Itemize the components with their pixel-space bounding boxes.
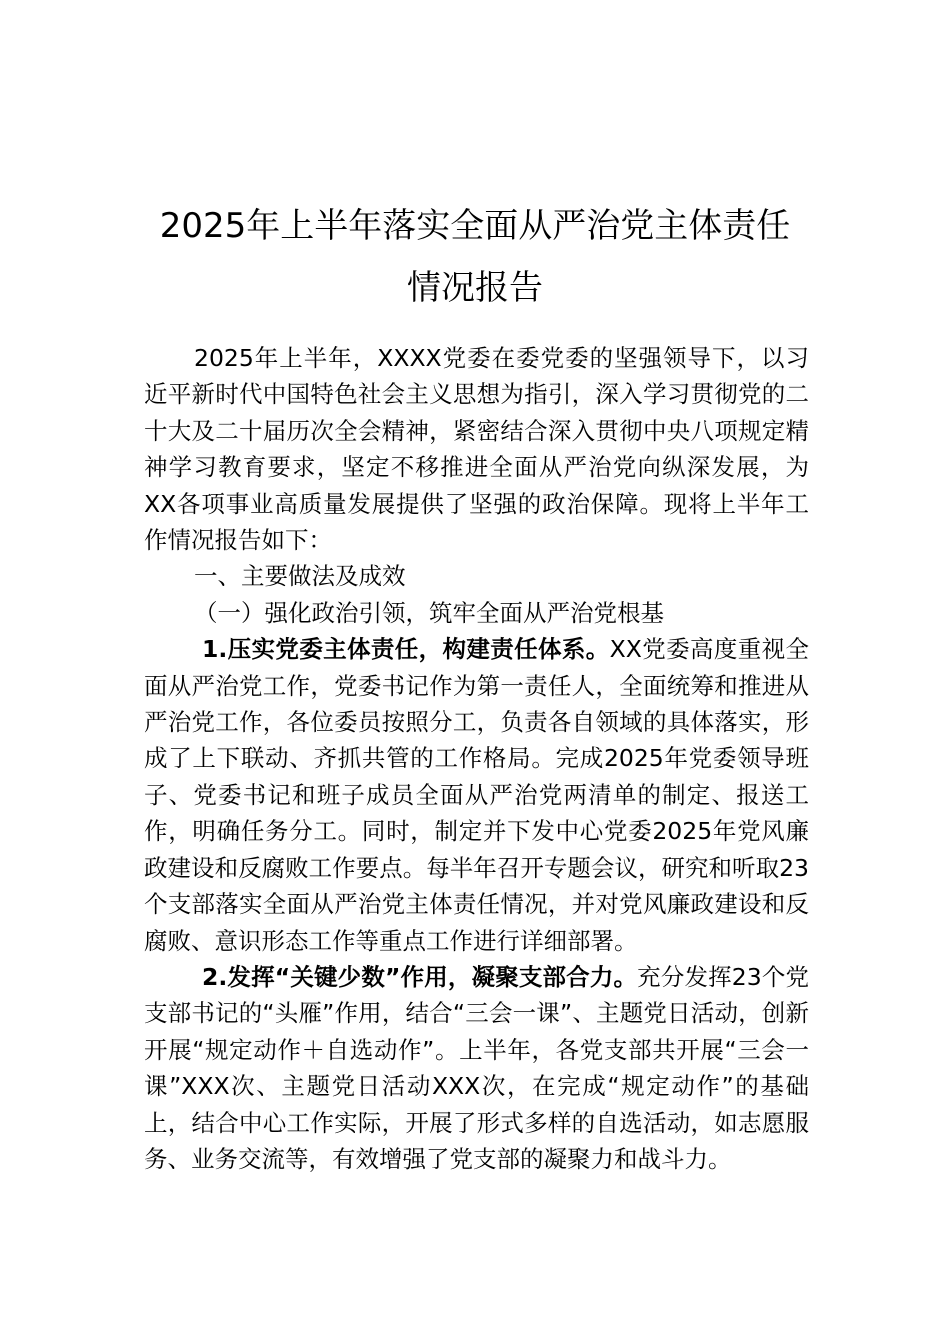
item-2-text: 充分发挥23个党支部书记的“头雁”作用，结合“三会一课”、主题党日活动，创新开展“规定动作＋自选动作”。上半年，各党支部共开展“三会一课”XXX次、主题党日活动XXX次，在完成“规定动作”的基础上，结合中心工作实际，开展了形式多样的自选活动，如志愿服务、业务交流等，有效增强了党支部的凝聚力和战斗力。	[144, 962, 810, 1173]
title-line-2: 情况报告	[407, 267, 543, 308]
title-line-1: 2025年上半年落实全面从严治党主体责任	[159, 205, 791, 246]
item-1-lead: 1.压实党委主体责任，构建责任体系。	[202, 635, 610, 664]
item-2-lead: 2.发挥“关键少数”作用，凝聚支部合力。	[202, 962, 638, 991]
document-body	[144, 340, 809, 1177]
subsection-heading: （一）强化政治引领，筑牢全面从严治党根基	[194, 598, 664, 627]
item-paragraph-2	[144, 959, 809, 1177]
intro-paragraph: 2025年上半年，XXXX党委在委党委的坚强领导下，以习近平新时代中国特色社会主义思想为指引，深入学习贯彻党的二十大及二十届历次全会精神，紧密结合深入贯彻中央八项规定精神学习教育要求，坚定不移推进全面从严治党向纵深发展，为XX各项事业高质量发展提供了坚强的政治保障。现将上半年工作情况报告如下：	[144, 344, 809, 555]
document-title	[120, 195, 830, 319]
item-paragraph-1	[144, 631, 809, 959]
item-1-text: XX党委高度重视全面从严治党工作，党委书记作为第一责任人，全面统筹和推进从严治党工作，各位委员按照分工，负责各自领域的具体落实，形成了上下联动、齐抓共管的工作格局。完成2025年党委领导班子、党委书记和班子成员全面从严治党两清单的制定、报送工作，明确任务分工。同时，制定并下发中心党委2025年党风廉政建设和反腐败工作要点。每半年召开专题会议，研究和听取23个支部落实全面从严治党主体责任情况，并对党风廉政建设和反腐败、意识形态工作等重点工作进行详细部署。	[144, 635, 809, 955]
section-heading: 一、主要做法及成效	[194, 562, 406, 591]
